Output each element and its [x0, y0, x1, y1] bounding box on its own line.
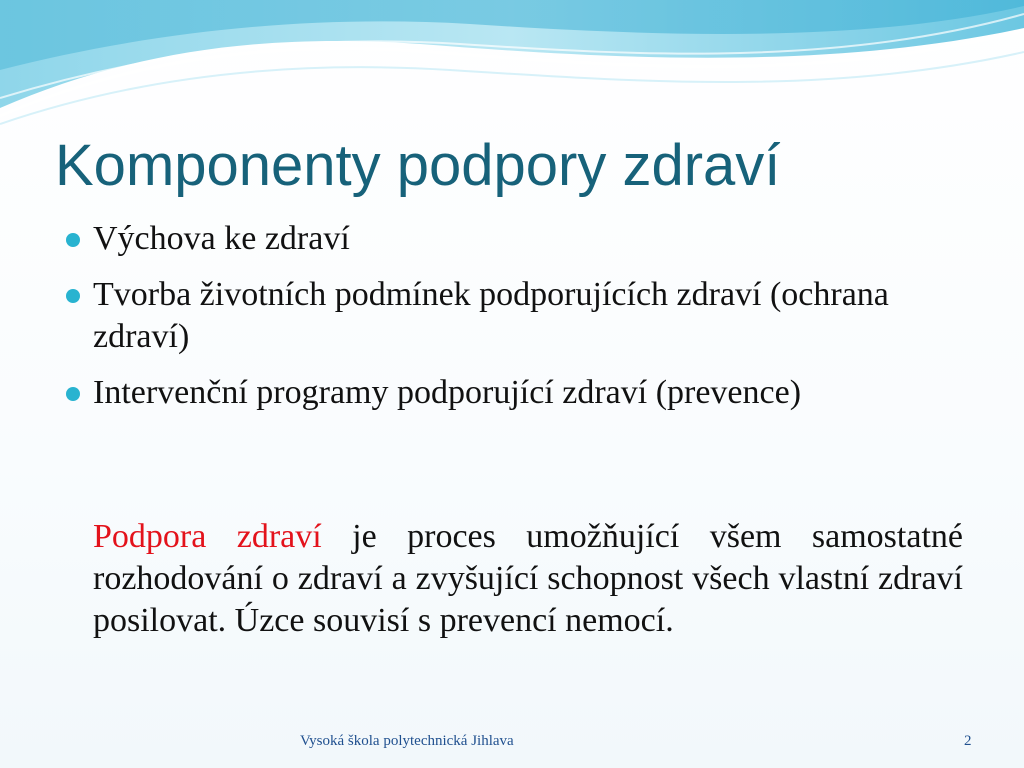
definition-text: je proces umožňující všem samostatné rozhodování o zdraví a zvyšující schopnost všech vlastní zdraví posilovat. Úzce souvisí s prevencí nemocí.	[93, 518, 963, 639]
bullet-item	[66, 218, 966, 260]
definition-paragraph	[93, 516, 963, 642]
slide-title: Komponenty podpory zdraví	[55, 133, 781, 198]
bullet-dot-icon	[66, 233, 80, 247]
bullet-item	[66, 372, 966, 414]
bullet-text: Výchova ke zdraví	[93, 220, 350, 257]
definition-term: Podpora zdraví	[93, 518, 322, 555]
bullet-list	[66, 218, 966, 428]
bullet-dot-icon	[66, 289, 80, 303]
bullet-dot-icon	[66, 387, 80, 401]
page-number: 2	[964, 733, 972, 749]
bullet-text: Intervenční programy podporující zdraví (prevence)	[93, 374, 802, 411]
bullet-item	[66, 274, 966, 358]
footer-institution: Vysoká škola polytechnická Jihlava	[300, 733, 514, 749]
header-wave-decoration	[0, 0, 1024, 130]
bullet-text: Tvorba životních podmínek podporujících zdraví (ochrana zdraví)	[93, 276, 889, 355]
